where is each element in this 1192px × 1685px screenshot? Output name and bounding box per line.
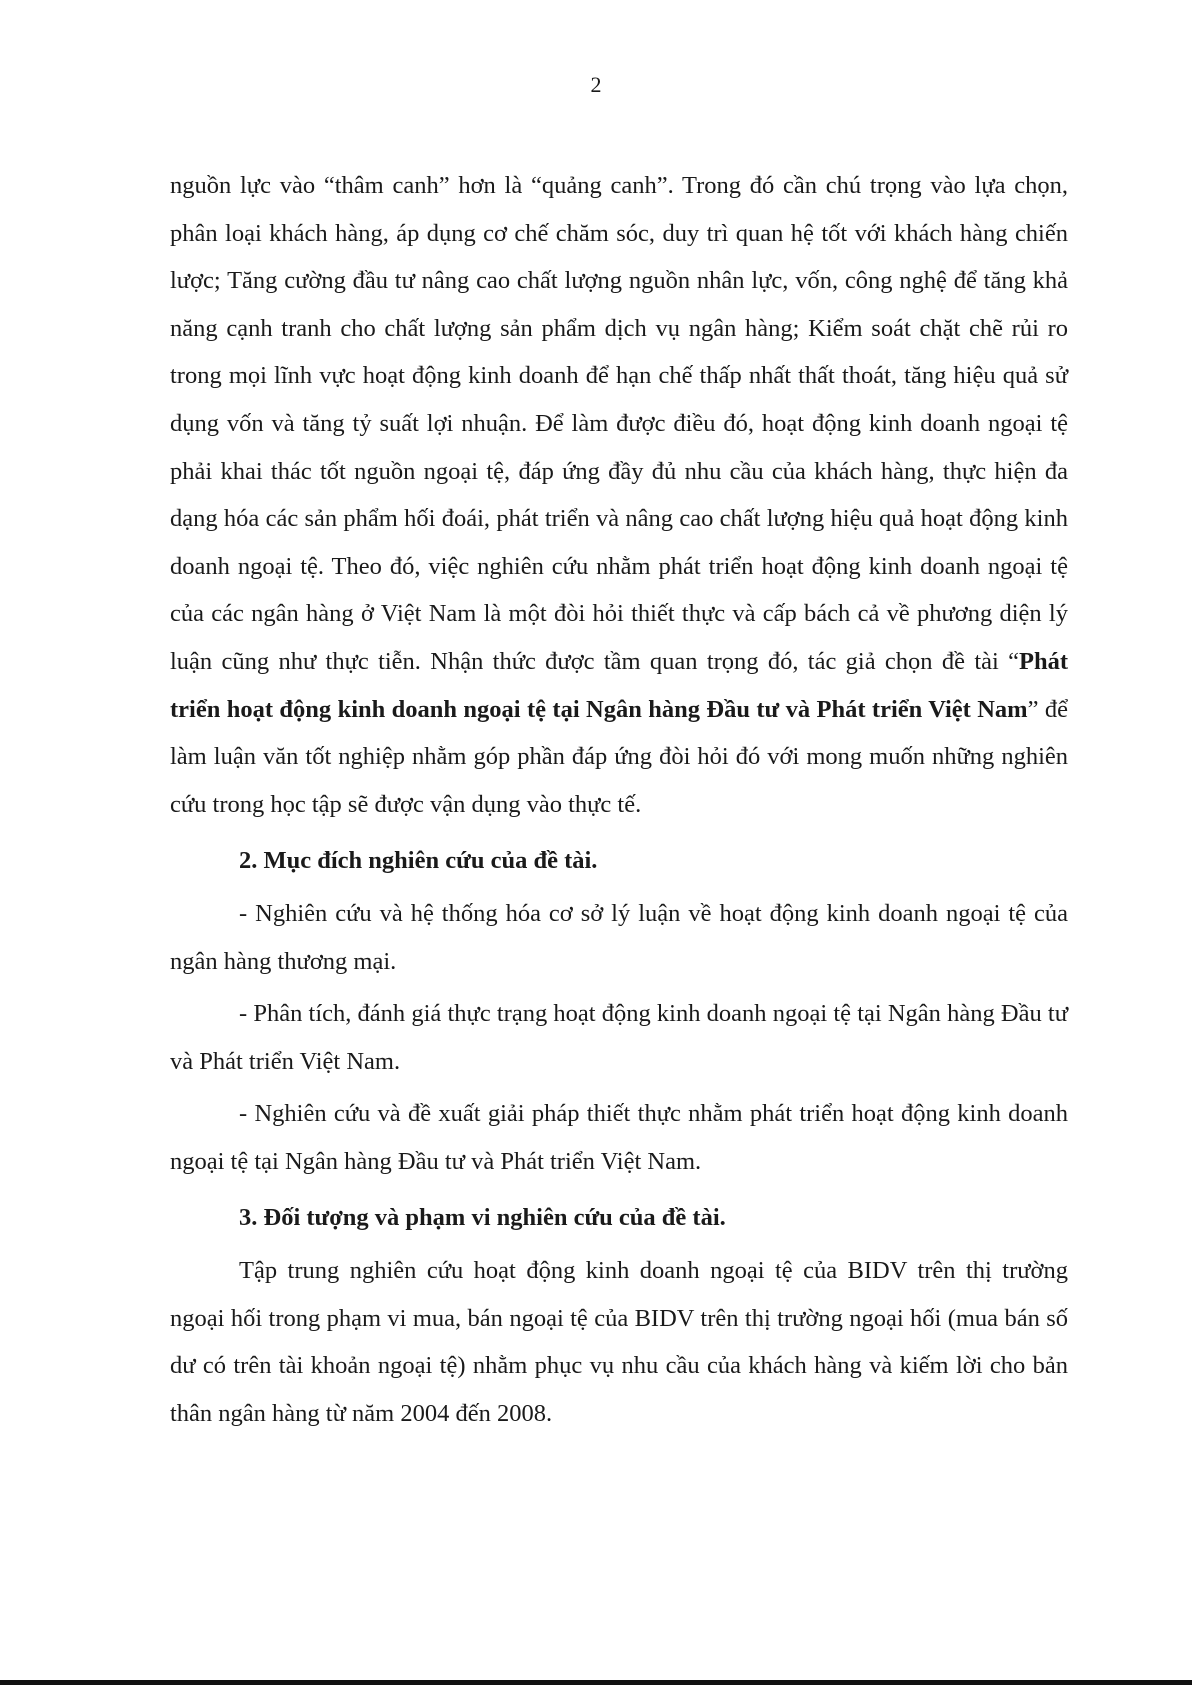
page-bottom-edge <box>0 1680 1192 1685</box>
section-2-item-1: - Nghiên cứu và hệ thống hóa cơ sở lý luận về hoạt động kinh doanh ngoại tệ của ngân hàng thương mại. <box>170 899 1068 975</box>
section-2-item-3: - Nghiên cứu và đề xuất giải pháp thiết thực nhằm phát triển hoạt động kinh doanh ngoại tệ tại Ngân hàng Đầu tư và Phát triển Việt Nam. <box>170 1100 1068 1175</box>
section-2-item-2: - Phân tích, đánh giá thực trạng hoạt động kinh doanh ngoại tệ tại Ngân hàng Đầu tư và Phát triển Việt Nam. <box>170 1000 1068 1075</box>
thesis-title: Phát triển hoạt động kinh doanh ngoại tệ tại Ngân hàng Đầu tư và Phát triển Việt Nam <box>170 647 1068 723</box>
page-body <box>170 162 1068 1437</box>
page-number: 2 <box>590 72 602 97</box>
section-2-heading: 2. Mục đích nghiên cứu của đề tài. <box>239 847 598 875</box>
section-3-paragraph: Tập trung nghiên cứu hoạt động kinh doanh ngoại tệ của BIDV trên thị trường ngoại hối trong phạm vi mua, bán ngoại tệ của BIDV trên thị trường ngoại hối (mua bán số dư có trên tài khoản ngoại tệ) nhằm phục vụ nhu cầu của khách hàng và kiếm lời cho bản thân ngân hàng từ năm 2004 đến 2008. <box>170 1257 1068 1427</box>
intro-text-part2: ” để làm luận văn tốt nghiệp nhằm góp phần đáp ứng đòi hỏi đó với mong muốn những nghiên cứu trong học tập sẽ được vận dụng vào thực tế. <box>170 695 1069 818</box>
intro-text-part1: nguồn lực vào “thâm canh” hơn là “quảng canh”. Trong đó cần chú trọng vào lựa chọn, phân loại khách hàng, áp dụng cơ chế chăm sóc, duy trì quan hệ tốt với khách hàng chiến lược; Tăng cường đầu tư nâng cao chất lượng nguồn nhân lực, vốn, công nghệ để tăng khả năng cạnh tranh cho chất lượng sản phẩm dịch vụ ngân hàng; Kiểm soát chặt chẽ rủi ro trong mọi lĩnh vực hoạt động kinh doanh để hạn chế thấp nhất thất thoát, tăng hiệu quả sử dụng vốn và tăng tỷ suất lợi nhuận. Để làm được điều đó, hoạt động kinh doanh ngoại tệ phải khai thác tốt nguồn ngoại tệ, đáp ứng đầy đủ nhu cầu của khách hàng, thực hiện đa dạng hóa các sản phẩm hối đoái, phát triển và nâng cao chất lượng hiệu quả hoạt động kinh doanh ngoại tệ. Theo đó, việc nghiên cứu nhằm phát triển hoạt động kinh doanh ngoại tệ của các ngân hàng ở Việt Nam là một đòi hỏi thiết thực và cấp bách cả về phương diện lý luận cũng như thực tiễn. Nhận thức được tầm quan trọng đó, tác giả chọn đề tài “ <box>170 172 1068 675</box>
intro-paragraph <box>170 162 1068 828</box>
section-3-heading: 3. Đối tượng và phạm vi nghiên cứu của đề tài. <box>239 1204 726 1232</box>
